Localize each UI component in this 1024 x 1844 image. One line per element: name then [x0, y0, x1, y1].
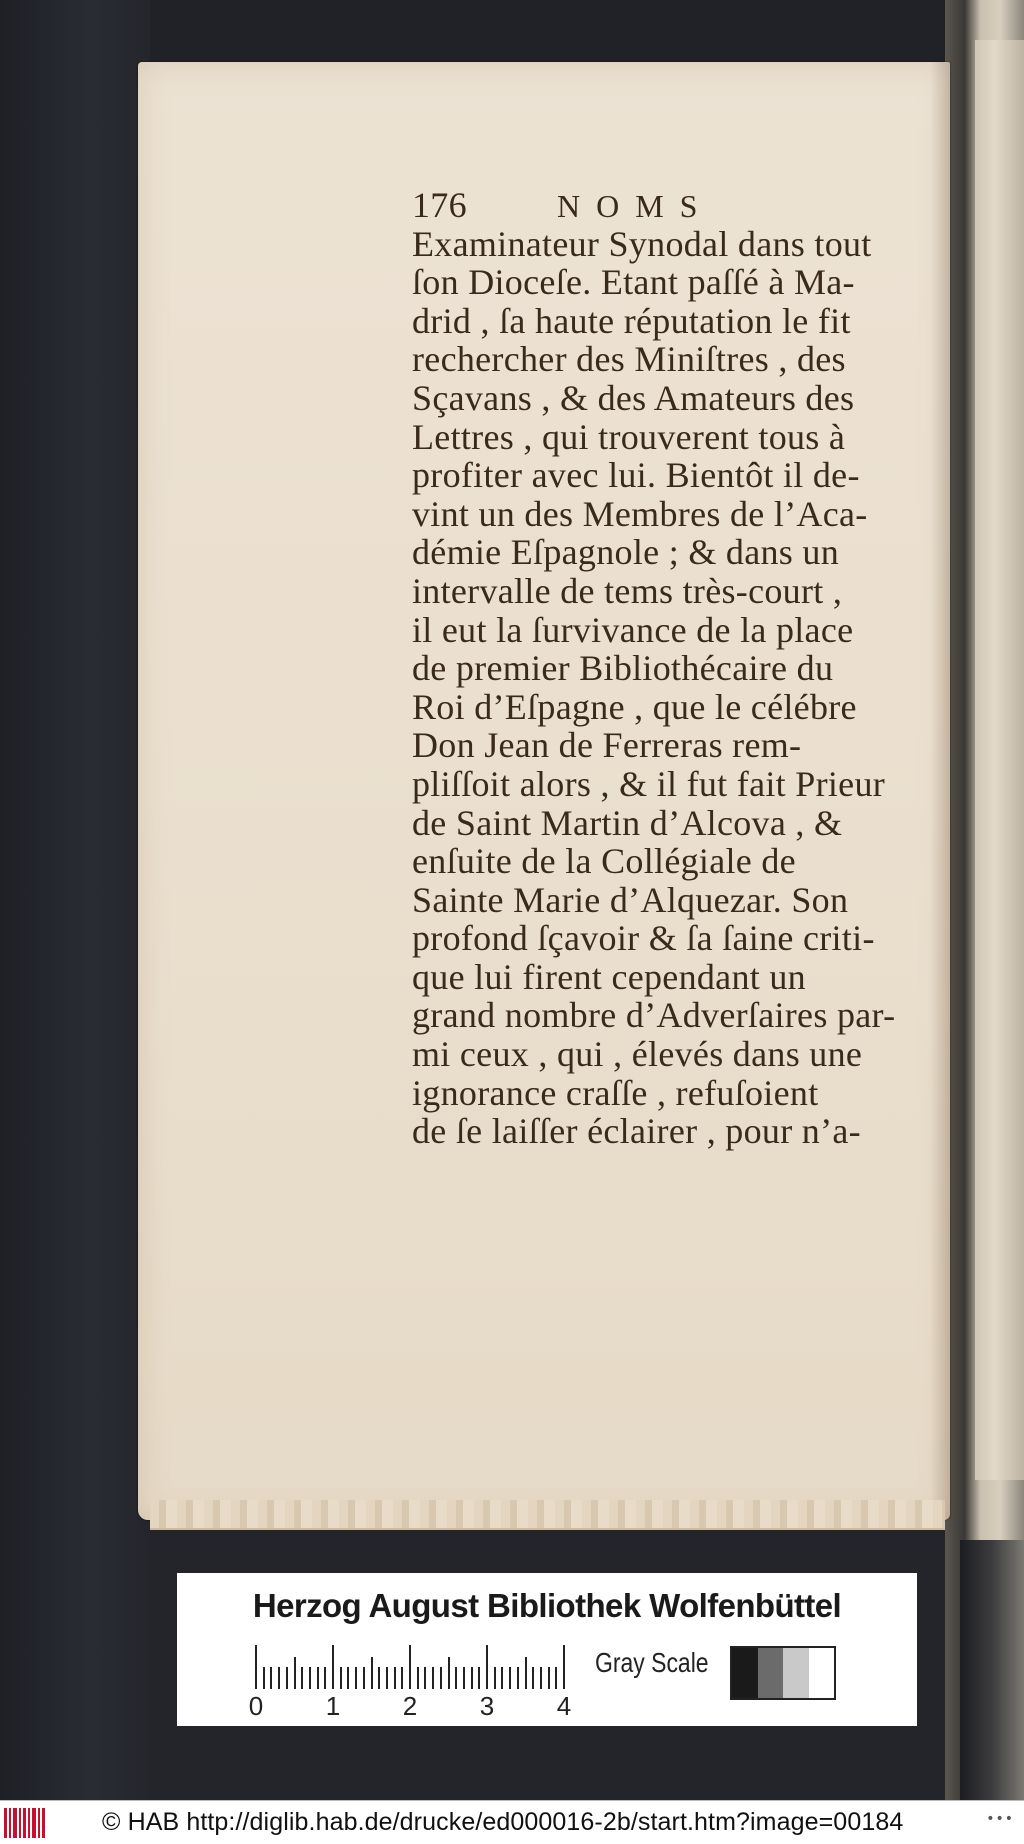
- text-line: démie Eſpagnole ; & dans un: [412, 532, 840, 573]
- ruler-tick: [332, 1645, 334, 1689]
- ruler-tick: [270, 1667, 272, 1689]
- ruler-tick: [255, 1645, 257, 1689]
- page-text: [412, 185, 896, 1152]
- ruler-tick: [309, 1667, 311, 1689]
- ruler-tick: [494, 1667, 496, 1689]
- text-line: grand nombre d’Adverſaires par-: [412, 995, 896, 1036]
- ruler-tick: [509, 1667, 511, 1689]
- ruler-tick: [555, 1667, 557, 1689]
- ruler-tick: [424, 1667, 426, 1689]
- color-scale-card: [177, 1573, 917, 1726]
- ruler-tick: [401, 1667, 403, 1689]
- text-line: ſon Dioceſe. Etant paſſé à Ma-: [412, 262, 855, 303]
- text-line: drid , ſa haute réputation le fit: [412, 300, 851, 341]
- ruler-tick: [486, 1645, 488, 1689]
- ruler-tick: [286, 1667, 288, 1689]
- ruler-tick: [301, 1667, 303, 1689]
- ruler-tick: [525, 1657, 527, 1689]
- text-line: Sçavans , & des Amateurs des: [412, 377, 855, 418]
- ruler-tick: [394, 1667, 396, 1689]
- ruler-tick: [317, 1667, 319, 1689]
- more-icon[interactable]: •••: [986, 1811, 1014, 1827]
- text-line: Roi d’Eſpagne , que le célébre: [412, 686, 857, 727]
- text-line: mi ceux , qui , élevés dans une: [412, 1034, 863, 1075]
- backdrop-left: [0, 0, 150, 1800]
- ruler-tick: [448, 1657, 450, 1689]
- gray-scale-label: Gray Scale: [595, 1647, 709, 1678]
- page-fold-shadow: [930, 62, 952, 1520]
- text-line: enſuite de la Collégiale de: [412, 841, 796, 882]
- ruler-tick: [455, 1667, 457, 1689]
- ruler-tick: [278, 1667, 280, 1689]
- gray-swatch: [783, 1648, 809, 1698]
- gray-swatch: [732, 1648, 758, 1698]
- text-line: que lui firent cependant un: [412, 956, 806, 997]
- binding-edge: [960, 1540, 1024, 1800]
- ruler-tick: [463, 1667, 465, 1689]
- backdrop-top: [0, 0, 1024, 70]
- ruler-tick: [471, 1667, 473, 1689]
- ruler-tick: [478, 1667, 480, 1689]
- ruler-number: 4: [556, 1691, 572, 1721]
- ruler-tick: [263, 1667, 265, 1689]
- text-line: Sainte Marie d’Alquezar. Son: [412, 879, 849, 920]
- text-line: de ſe laiſſer éclairer , pour n’a-: [412, 1111, 861, 1152]
- ruler-tick: [432, 1667, 434, 1689]
- adjacent-page-edge: [975, 40, 1024, 1480]
- text-line: Lettres , qui trouverent tous à: [412, 416, 846, 457]
- ruler-tick: [440, 1667, 442, 1689]
- page-deckle-edge: [150, 1500, 945, 1530]
- ruler-tick: [371, 1657, 373, 1689]
- ruler-tick: [340, 1667, 342, 1689]
- ruler-tick: [386, 1667, 388, 1689]
- ruler-tick: [294, 1657, 296, 1689]
- gray-scale-swatches: [730, 1646, 836, 1700]
- ruler-tick: [324, 1667, 326, 1689]
- text-line: Examinateur Synodal dans tout: [412, 223, 872, 264]
- ruler-tick: [548, 1667, 550, 1689]
- text-line: intervalle de tems très-court ,: [412, 570, 843, 611]
- ruler-tick: [540, 1667, 542, 1689]
- gray-swatch: [809, 1648, 835, 1698]
- ruler-tick: [409, 1645, 411, 1689]
- ruler-tick: [563, 1645, 565, 1689]
- text-line: pliſſoit alors , & il fut fait Prieur: [412, 763, 886, 804]
- ruler-number: 2: [402, 1691, 418, 1721]
- running-head: NOMS: [557, 188, 714, 224]
- text-line: de premier Bibliothécaire du: [412, 648, 834, 689]
- page-number: 176: [412, 185, 467, 225]
- text-line: il eut la ſurvivance de la place: [412, 609, 854, 650]
- text-line: profond ſçavoir & ſa ſaine criti-: [412, 918, 875, 959]
- barcode-icon: [4, 1808, 48, 1838]
- ruler-tick: [517, 1667, 519, 1689]
- text-line: Don Jean de Ferreras rem-: [412, 725, 802, 766]
- ruler: [255, 1645, 585, 1689]
- ruler-tick: [532, 1667, 534, 1689]
- ruler-tick: [363, 1667, 365, 1689]
- ruler-number: 0: [248, 1691, 264, 1721]
- ruler-tick: [501, 1667, 503, 1689]
- page-header: [412, 186, 890, 225]
- ruler-tick: [378, 1667, 380, 1689]
- text-line: de Saint Martin d’Alcova , &: [412, 802, 843, 843]
- text-line: ignorance craſſe , refuſoient: [412, 1072, 819, 1113]
- ruler-tick: [347, 1667, 349, 1689]
- text-line: rechercher des Miniſtres , des: [412, 339, 846, 380]
- ruler-number: 1: [325, 1691, 341, 1721]
- ruler-tick: [417, 1667, 419, 1689]
- text-line: vint un des Membres de l’Aca-: [412, 493, 868, 534]
- text-line: profiter avec lui. Bientôt il de-: [412, 455, 860, 496]
- library-name: Herzog August Bibliothek Wolfenbüttel: [252, 1587, 842, 1624]
- ruler-number: 3: [479, 1691, 495, 1721]
- ruler-tick: [355, 1667, 357, 1689]
- status-bar: [0, 1800, 1024, 1844]
- text-lines: [412, 223, 896, 1152]
- copyright-url[interactable]: © HAB http://diglib.hab.de/drucke/ed000016-2b/start.htm?image=00184: [102, 1808, 904, 1836]
- gray-swatch: [758, 1648, 784, 1698]
